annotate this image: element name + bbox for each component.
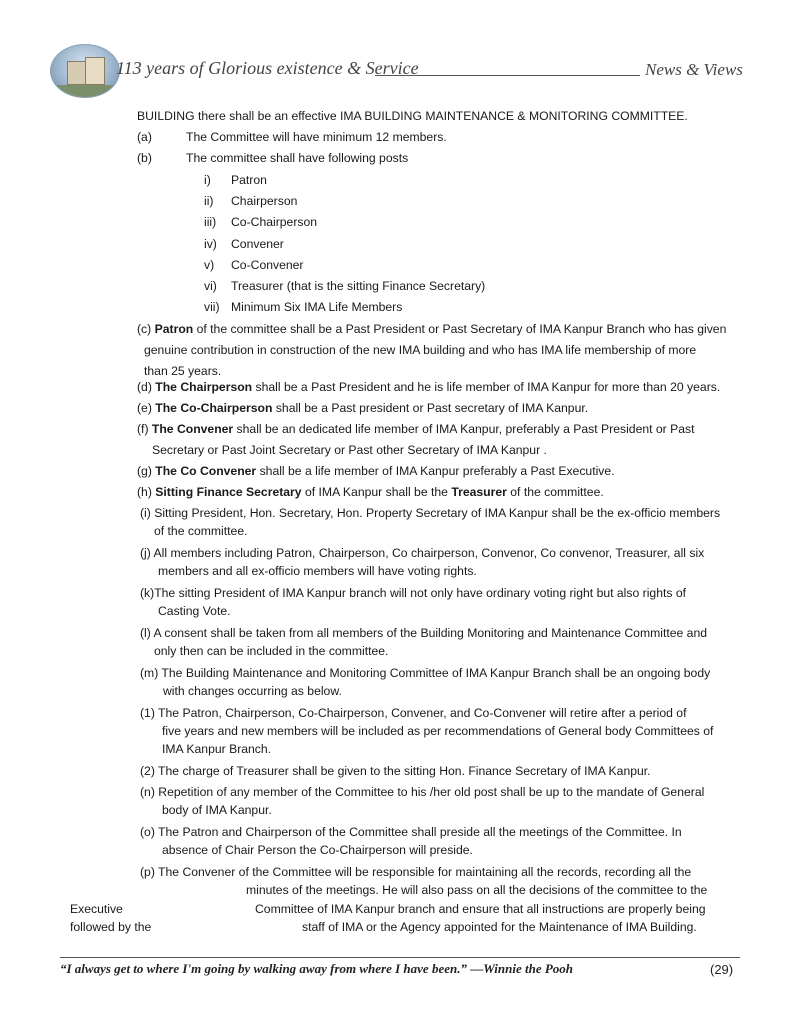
item-l-line1: (l) A consent shall be taken from all members of the Building Monitoring and Maintenance Committee and xyxy=(140,626,708,640)
item-p-line3: Committee of IMA Kanpur branch and ensure that all instructions are properly being xyxy=(255,902,706,916)
item-p-line4: staff of IMA or the Agency appointed for the Maintenance of IMA Building. xyxy=(302,920,697,934)
item-n-line1: (n) Repetition of any member of the Committee to his /her old post shall be up to the mandate of General xyxy=(140,785,705,799)
item-o-line1: (o) The Patron and Chairperson of the Committee shall preside all the meetings of the Committee. In xyxy=(140,825,682,839)
post-num: iii) xyxy=(204,215,217,229)
post-num: vi) xyxy=(204,279,217,293)
item-f-line2: Secretary or Past Joint Secretary or Past other Secretary of IMA Kanpur . xyxy=(152,443,547,457)
item-p-line3-left: Executive xyxy=(70,902,123,916)
header-section: News & Views xyxy=(645,60,743,79)
item-m-line1: (m) The Building Maintenance and Monitoring Committee of IMA Kanpur Branch shall be an ongoing body xyxy=(140,666,711,680)
item-a-label: (a) xyxy=(137,130,152,144)
building-logo xyxy=(50,44,120,98)
item-b-label: (b) xyxy=(137,151,152,165)
header-rule xyxy=(375,75,640,76)
post-label: Minimum Six IMA Life Members xyxy=(231,300,403,314)
item-p-line1: (p) The Convener of the Committee will be responsible for maintaining all the records, recording all the xyxy=(140,865,692,879)
item-d: (d) The Chairperson shall be a Past President and he is life member of IMA Kanpur for more than 20 years. xyxy=(137,380,721,394)
post-label: Patron xyxy=(231,173,267,187)
item-p-line4-left: followed by the xyxy=(70,920,152,934)
post-label: Chairperson xyxy=(231,194,298,208)
footer-rule xyxy=(60,957,740,958)
footer-quote: “I always get to where I'm going by walking away from where I have been.” —Winnie the Pooh xyxy=(60,961,574,976)
header-title: 113 years of Glorious existence & Service xyxy=(116,58,419,78)
post-label: Convener xyxy=(231,237,284,251)
item-m-line2: with changes occurring as below. xyxy=(163,684,342,698)
post-num: i) xyxy=(204,173,211,187)
post-label: Co-Chairperson xyxy=(231,215,318,229)
post-num: vii) xyxy=(204,300,220,314)
post-label: Co-Convener xyxy=(231,258,304,272)
post-num: v) xyxy=(204,258,215,272)
item-j-line2: members and all ex-officio members will have voting rights. xyxy=(158,564,477,578)
item-k-line2: Casting Vote. xyxy=(158,604,231,618)
item-a-text: The Committee will have minimum 12 members. xyxy=(186,130,447,144)
item-k-line1: (k)The sitting President of IMA Kanpur branch will not only have ordinary voting right but also rights of xyxy=(140,586,687,600)
item-f-line1: (f) The Convener shall be an dedicated life member of IMA Kanpur, preferably a Past President or Past xyxy=(137,422,695,436)
item-1-line3: IMA Kanpur Branch. xyxy=(162,742,272,756)
item-1-line1: (1) The Patron, Chairperson, Co-Chairperson, Convener, and Co-Convener will retire after a period of xyxy=(140,706,687,720)
item-i-line2: of the committee. xyxy=(154,524,248,538)
item-j-line1: (j) All members including Patron, Chairperson, Co chairperson, Convenor, Co convenor, Treasurer, all six xyxy=(140,546,705,560)
item-b-text: The committee shall have following posts xyxy=(186,151,409,165)
post-num: ii) xyxy=(204,194,214,208)
post-label: Treasurer (that is the sitting Finance Secretary) xyxy=(231,279,486,293)
item-i-line1: (i) Sitting President, Hon. Secretary, Hon. Property Secretary of IMA Kanpur shall be the ex-officio members xyxy=(140,506,721,520)
intro-line: BUILDING there shall be an effective IMA BUILDING MAINTENANCE & MONITORING COMMITTEE. xyxy=(137,109,688,123)
item-h: (h) Sitting Finance Secretary of IMA Kanpur shall be the Treasurer of the committee. xyxy=(137,485,604,499)
item-l-line2: only then can be included in the committee. xyxy=(154,644,389,658)
page-header xyxy=(0,0,796,100)
item-o-line2: absence of Chair Person the Co-Chairperson will preside. xyxy=(162,843,473,857)
item-p-line2: minutes of the meetings. He will also pass on all the decisions of the committee to the xyxy=(246,883,708,897)
item-c-line3: than 25 years. xyxy=(144,364,222,378)
item-1-line2: five years and new members will be included as per recommendations of General body Committees of xyxy=(162,724,714,738)
item-2: (2) The charge of Treasurer shall be given to the sitting Hon. Finance Secretary of IMA Kanpur. xyxy=(140,764,651,778)
item-c-line2: genuine contribution in construction of the new IMA building and who has IMA life membership of more xyxy=(144,343,697,357)
item-e: (e) The Co-Chairperson shall be a Past president or Past secretary of IMA Kanpur. xyxy=(137,401,589,415)
page-number: (29) xyxy=(710,962,734,977)
item-g: (g) The Co Convener shall be a life member of IMA Kanpur preferably a Past Executive. xyxy=(137,464,615,478)
item-n-line2: body of IMA Kanpur. xyxy=(162,803,272,817)
post-num: iv) xyxy=(204,237,217,251)
item-c-line1: (c) Patron of the committee shall be a Past President or Past Secretary of IMA Kanpur Branch who has given xyxy=(137,322,727,336)
